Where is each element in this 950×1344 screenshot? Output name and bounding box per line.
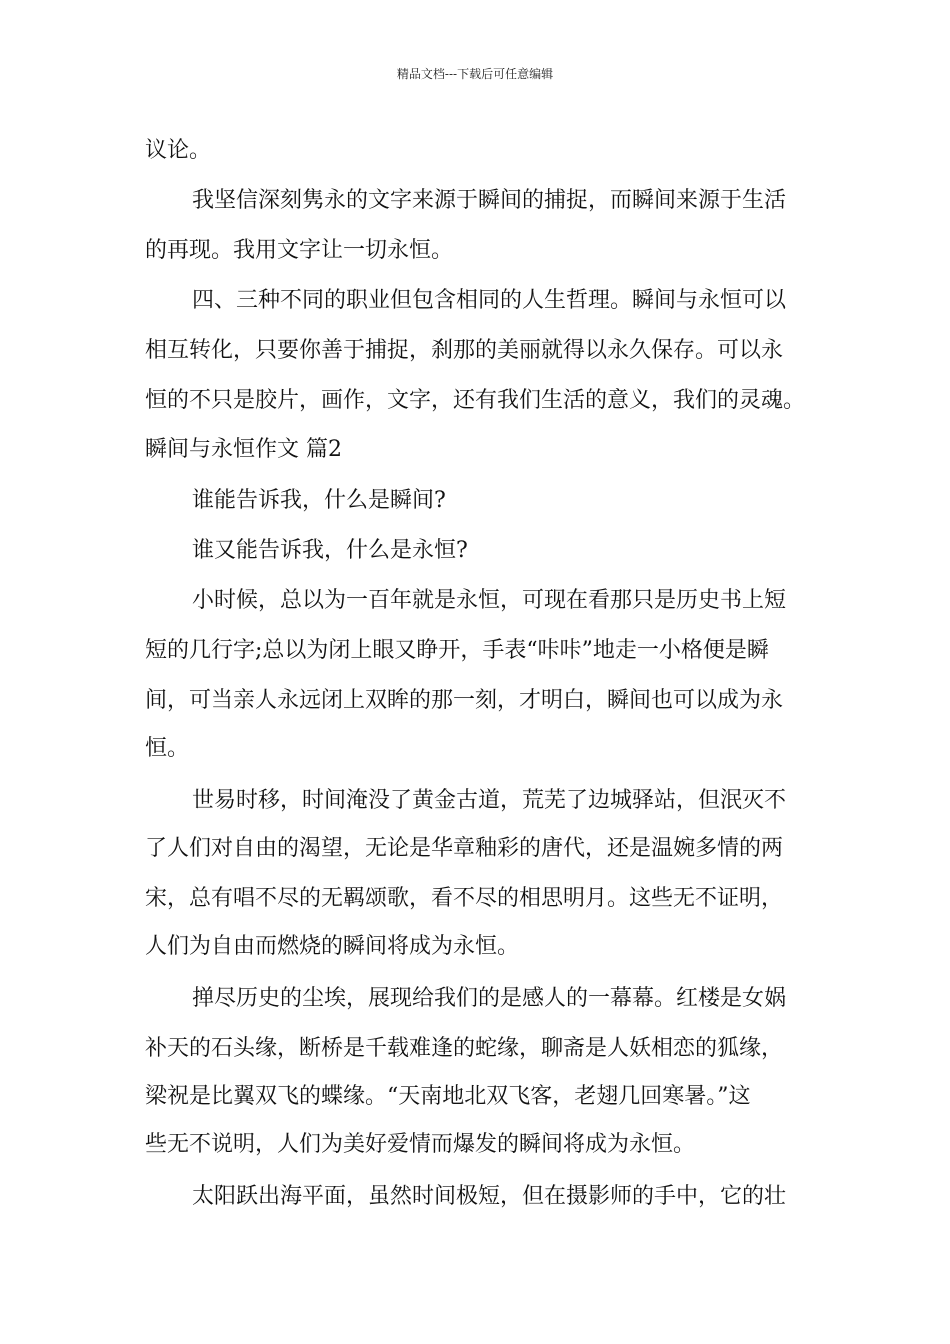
text-line: 谁又能告诉我，什么是永恒? [192, 538, 468, 563]
text-line: 小时候，总以为一百年就是永恒，可现在看那只是历史书上短 [192, 588, 787, 613]
text-line: 短的几行字;总以为闭上眼又睁开，手表“咔咔”地走一小格便是瞬 [145, 638, 769, 663]
text-line: 相互转化，只要你善于捕捉，刹那的美丽就得以永久保存。可以永 [145, 338, 784, 363]
text-line: 人们为自由而燃烧的瞬间将成为永恒。 [145, 934, 520, 959]
text-line: 恒的不只是胶片，画作，文字，还有我们生活的意义，我们的灵魂。 [145, 388, 806, 413]
text-line: 议论。 [145, 138, 212, 163]
page-header: 精品文档---下载后可任意编辑 [396, 67, 554, 81]
text-line: 世易时移，时间淹没了黄金古道，荒芜了边城驿站，但泯灭不 [192, 788, 787, 813]
text-line: 恒。 [145, 736, 190, 761]
section-heading: 瞬间与永恒作文 篇2 [145, 437, 342, 462]
text-line: 谁能告诉我，什么是瞬间? [192, 488, 446, 513]
text-line: 了人们对自由的渴望，无论是华章釉彩的唐代，还是温婉多情的两 [145, 836, 784, 861]
text-line: 些无不说明，人们为美好爱情而爆发的瞬间将成为永恒。 [145, 1132, 696, 1157]
text-line: 的再现。我用文字让一切永恒。 [145, 238, 454, 263]
text-line: 我坚信深刻隽永的文字来源于瞬间的捕捉，而瞬间来源于生活 [192, 188, 787, 213]
text-line: 补天的石头缘，断桥是千载难逢的蛇缘，聊斋是人妖相恋的狐缘， [145, 1036, 784, 1061]
text-line: 宋，总有唱不尽的无羁颂歌，看不尽的相思明月。这些无不证明， [145, 886, 784, 911]
text-line: 掸尽历史的尘埃，展现给我们的是感人的一幕幕。红楼是女娲 [192, 986, 787, 1011]
text-line: 间，可当亲人永远闭上双眸的那一刻，才明白，瞬间也可以成为永 [145, 688, 784, 713]
text-line: 梁祝是比翼双飞的蝶缘。“天南地北双飞客，老翅几回寒暑。”这 [145, 1084, 751, 1109]
text-line: 四、三种不同的职业但包含相同的人生哲理。瞬间与永恒可以 [192, 288, 787, 313]
text-line: 太阳跃出海平面，虽然时间极短，但在摄影师的手中，它的壮 [192, 1184, 787, 1209]
